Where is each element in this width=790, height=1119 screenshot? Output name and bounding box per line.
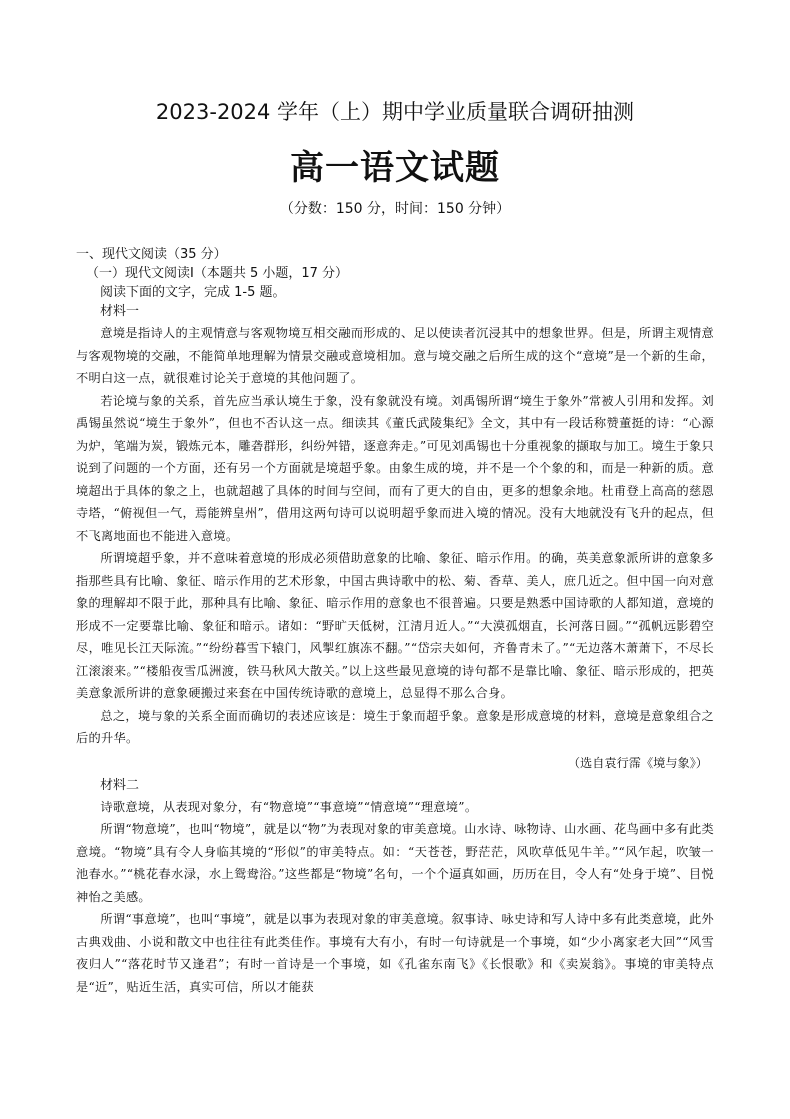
exam-title-line: 2023-2024 学年（上）期中学业质量联合调研抽测 xyxy=(155,100,635,124)
score-time-line: （分数：150 分，时间：150 分钟） xyxy=(279,201,511,217)
material-one-source: （选自袁行霈《境与象》） xyxy=(567,755,708,770)
reading-instruction: 阅读下面的文字，完成 1-5 题。 xyxy=(100,285,286,300)
material-two-paragraph: 诗歌意境，从表现对象分，有“物意境”“事意境”“情意境”“理意境”。 xyxy=(100,799,478,814)
material-one-paragraph: 总之，境与象的关系全面而确切的表述应该是：境生于象而超乎象。意象是形成意境的材料，意境是意象组合之后的升华。 xyxy=(76,708,714,745)
material-one-paragraph: 意境是指诗人的主观情意与客观物境互相交融而形成的、足以使读者沉浸其中的想象世界。但是，所谓主观情意与客观物境的交融，不能简单地理解为情景交融或意境相加。意与境交融之后所生成的这个“意境”是一个新的生命，不明白这一点，就很难讨论关于意境的其他问题了。 xyxy=(76,326,714,385)
material-two-paragraph: 所谓“事意境”，也叫“事境”，就是以事为表现对象的审美意境。叙事诗、咏史诗和写人诗中多有此类意境，此外古典戏曲、小说和散文中也往往有此类佳作。事境有大有小，有时一句诗就是一个事境，如“少小离家老大回”“风雪夜归人”“落花时节又逢君”；有时一首诗是一个事境，如《孔雀东南飞》《长恨歌》和《卖炭翁》。事境的审美特点是“近”，贴近生活，真实可信，所以才能获 xyxy=(76,912,714,994)
material-one-paragraph: 所谓境超乎象，并不意味着意境的形成必须借助意象的比喻、象征、暗示作用。的确，英美意象派所讲的意象多指那些具有比喻、象征、暗示作用的艺术形象，中国古典诗歌中的松、菊、香草、美人，庶几近之。但中国一向对意象的理解却不限于此，那种具有比喻、象征、暗示作用的意象也不很普遍。只要是熟悉中国诗歌的人都知道，意境的形成不一定要靠比喻、象征和暗示。诸如：“野旷天低树，江清月近人。”“大漠孤烟直，长河落日圆。”“孤帆远影碧空尽，唯见长江天际流。”“纷纷暮雪下辕门，风掣红旗冻不翻。”“岱宗夫如何，齐鲁青未了。”“无边落木萧萧下，不尽长江滚滚来。”“楼船夜雪瓜洲渡，铁马秋风大散关。”以上这些最见意境的诗句都不是靠比喻、象征、暗示形成的，把英美意象派所讲的意象硬搬过来套在中国传统诗歌的意境上，总显得不那么合身。 xyxy=(76,551,714,700)
material-one-label: 材料一 xyxy=(100,304,140,319)
subject-title: 高一语文试题 xyxy=(290,148,500,188)
material-two-label: 材料二 xyxy=(100,777,140,793)
material-one-paragraph: 若论境与象的关系，首先应当承认境生于象，没有象就没有境。刘禹锡所谓“境生于象外”常被人引用和发挥。刘禹锡虽然说“境生于象外”，但也不否认这一点。细读其《董氏武陵集纪》全文，其中有一段话称赞董挺的诗：“心源为炉，笔端为炭，锻炼元本，雕砻群形，纠纷舛错，逐意奔走。”可见刘禹锡也十分重视象的撷取与加工。境生于象只说到了问题的一个方面，还有另一个方面就是境超乎象。由象生成的境，并不是一个个象的和，而是一种新的质。意境超出于具体的象之上，也就超越了具体的时间与空间，而有了更大的自由，更多的想象余地。杜甫登上高高的慈恩寺塔，“俯视但一气，焉能辨皇州”，借用这两句诗可以说明超乎象而进入境的情况。没有大地就没有飞升的起点，但不飞离地面也不能进入意境。 xyxy=(76,393,714,543)
material-two-paragraph: 所谓“物意境”，也叫“物境”，就是以“物”为表现对象的审美意境。山水诗、咏物诗、山水画、花鸟画中多有此类意境。“物境”具有令人身临其境的“形似”的审美特点。如：“天苍苍，野茫茫，风吹草低见牛羊。”“风乍起，吹皱一池春水。”“桃花春水渌，水上鸳鸯浴。”这些都是“物境”名句，一个个逼真如画，历历在目，令人有“处身于境”、目悦神怡之美感。 xyxy=(76,822,714,904)
subsection-heading: （一）现代文阅读Ⅰ（本题共 5 小题，17 分） xyxy=(86,266,349,281)
section-heading: 一、现代文阅读（35 分） xyxy=(76,247,227,262)
